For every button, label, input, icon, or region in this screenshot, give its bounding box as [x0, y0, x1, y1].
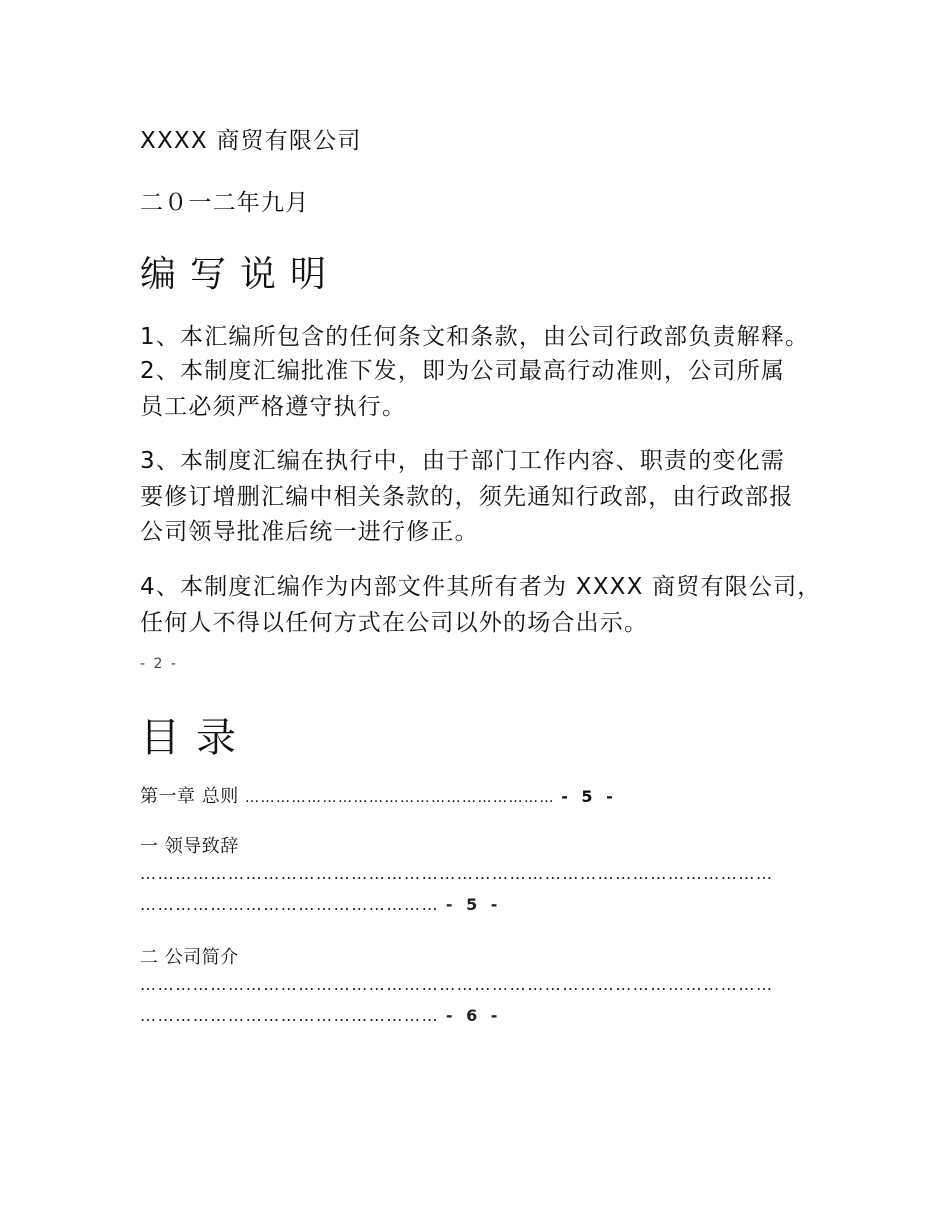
notes-line: 4、本制度汇编作为内部文件其所有者为 XXXX 商贸有限公司， — [140, 574, 822, 600]
toc-leader-dots: …………………………………………………… — [244, 790, 555, 806]
toc-leader-dots: ……………………………………………………………………………………………… — [140, 864, 774, 883]
toc-page-number: - 6 - — [445, 1006, 502, 1025]
toc-leader-dots: ……………………………………………………………………………………………… — [140, 975, 774, 994]
notes-line: 1、本汇编所包含的任何条文和条款，由公司行政部负责解释。 — [140, 324, 810, 350]
toc-entry-label[interactable]: 一 领导致辞 — [140, 836, 239, 857]
toc-page-number: - 5 - — [561, 787, 617, 806]
notes-line: 3、本制度汇编在执行中，由于部门工作内容、职责的变化需 — [140, 448, 786, 474]
notes-heading: 编写说明 — [140, 254, 341, 295]
toc-entry[interactable] — [140, 782, 617, 808]
toc-leader-dots: …………………………………………… — [140, 1006, 440, 1025]
notes-line: 任何人不得以任何方式在公司以外的场合出示。 — [140, 610, 649, 636]
page-number: - 2 - — [140, 656, 178, 672]
toc-entry-label: 第一章 总则 — [140, 786, 239, 807]
toc-page-number: - 5 - — [445, 895, 502, 914]
toc-entry-label[interactable]: 二 公司简介 — [140, 947, 239, 968]
company-name: XXXX 商贸有限公司 — [140, 128, 362, 154]
issue-date: 二０一二年九月 — [140, 190, 310, 216]
notes-line: 员工必须严格遵守执行。 — [140, 394, 407, 420]
toc-heading: 目录 — [140, 715, 252, 761]
notes-line: 2、本制度汇编批准下发，即为公司最高行动准则，公司所属 — [140, 358, 786, 384]
toc-leader-dots-end — [140, 895, 501, 914]
notes-line: 公司领导批准后统一进行修正。 — [140, 519, 479, 545]
toc-leader-dots: …………………………………………… — [140, 895, 440, 914]
toc-leader-dots-end — [140, 1006, 501, 1025]
notes-line: 要修订增删汇编中相关条款的，须先通知行政部，由行政部报 — [140, 484, 794, 510]
